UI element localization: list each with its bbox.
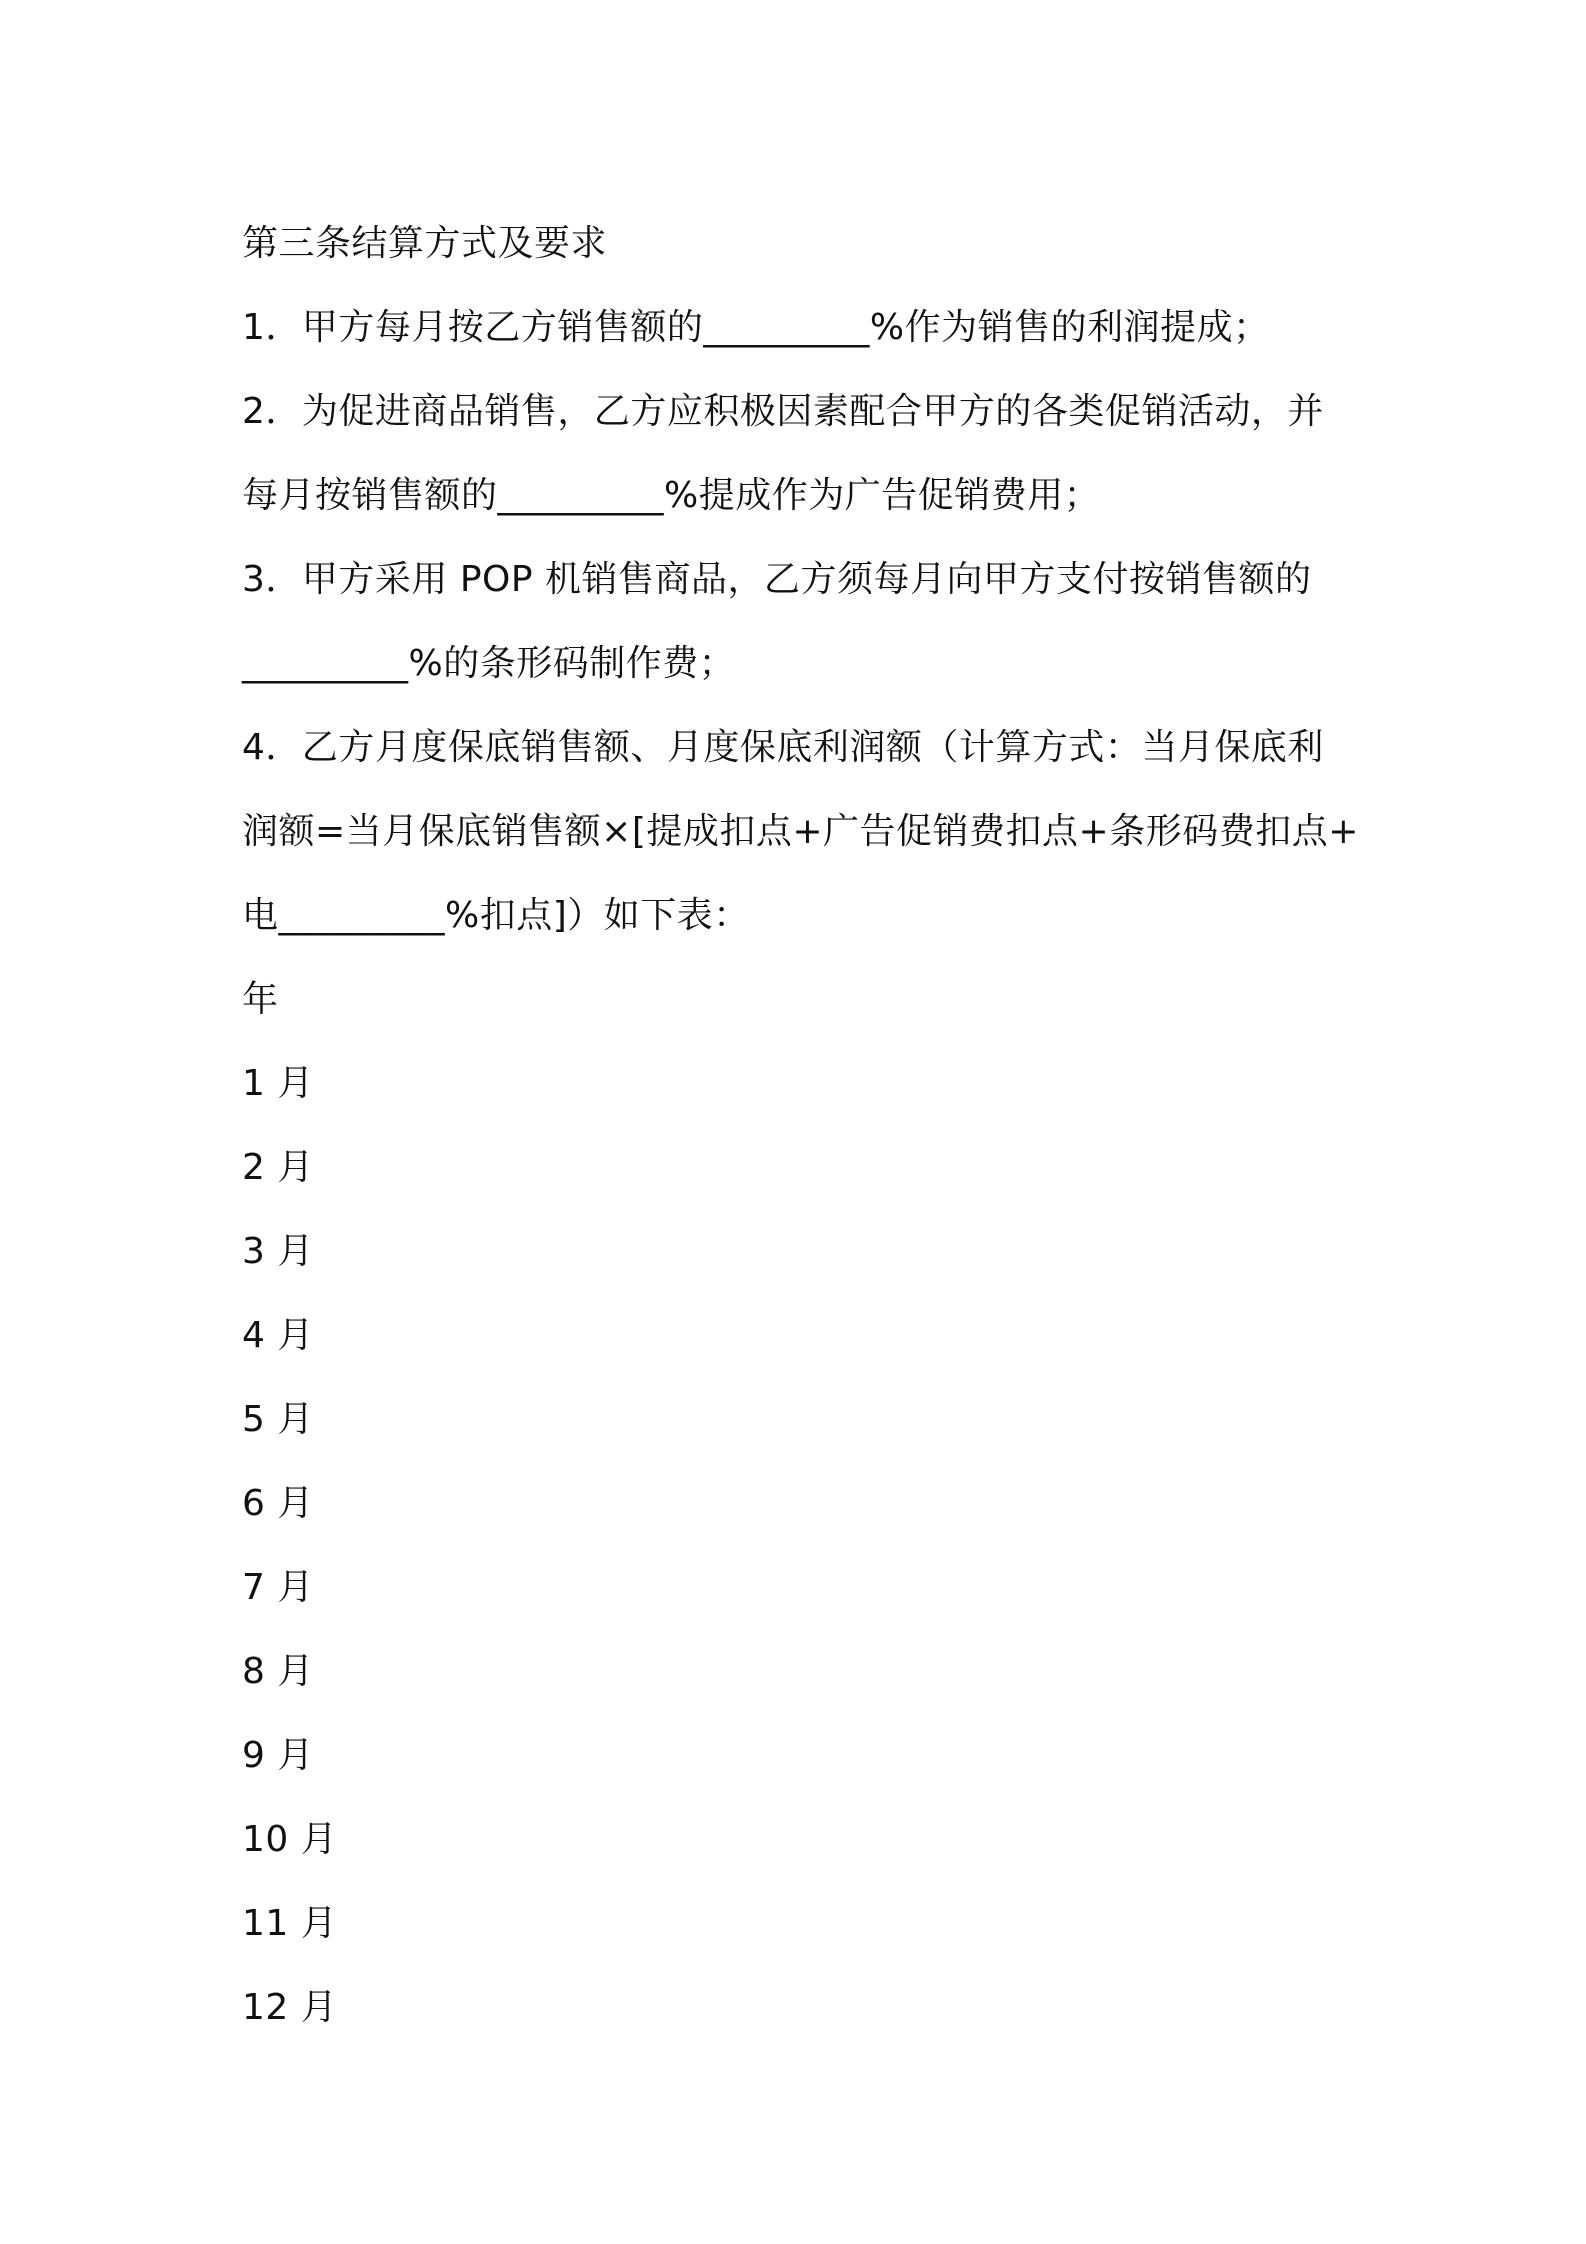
- clause-line: 1．甲方每月按乙方销售额的_________%作为销售的利润提成；: [242, 307, 1270, 348]
- month-row: 4 月: [242, 1315, 314, 1356]
- clause-line: 每月按销售额的_________%提成作为广告促销费用；: [242, 475, 1101, 516]
- month-row: 10 月: [242, 1819, 338, 1860]
- clause-line: 电_________%扣点]）如下表：: [242, 895, 750, 936]
- document-page: [242, 202, 1362, 2050]
- clause-line: 润额=当月保底销售额×[提成扣点+广告促销费扣点+条形码费扣点+: [242, 811, 1359, 852]
- month-row: 9 月: [242, 1735, 314, 1776]
- clause-line: 4．乙方月度保底销售额、月度保底利润额（计算方式：当月保底利: [242, 727, 1324, 768]
- article-heading: 第三条结算方式及要求: [242, 223, 608, 264]
- month-row: 8 月: [242, 1651, 314, 1692]
- clause-line: 2．为促进商品销售，乙方应积极因素配合甲方的各类促销活动，并: [242, 391, 1324, 432]
- month-row: 1 月: [242, 1063, 314, 1104]
- month-row: 12 月: [242, 1987, 338, 2028]
- table-header-year: 年: [242, 979, 279, 1020]
- month-row: 7 月: [242, 1567, 314, 1608]
- month-row: 11 月: [242, 1903, 338, 1944]
- month-row: 5 月: [242, 1399, 314, 1440]
- clause-line: 3．甲方采用 POP 机销售商品，乙方须每月向甲方支付按销售额的: [242, 559, 1312, 600]
- clause-line: _________%的条形码制作费；: [242, 643, 736, 684]
- month-row: 2 月: [242, 1147, 314, 1188]
- month-row: 6 月: [242, 1483, 314, 1524]
- month-row: 3 月: [242, 1231, 314, 1272]
